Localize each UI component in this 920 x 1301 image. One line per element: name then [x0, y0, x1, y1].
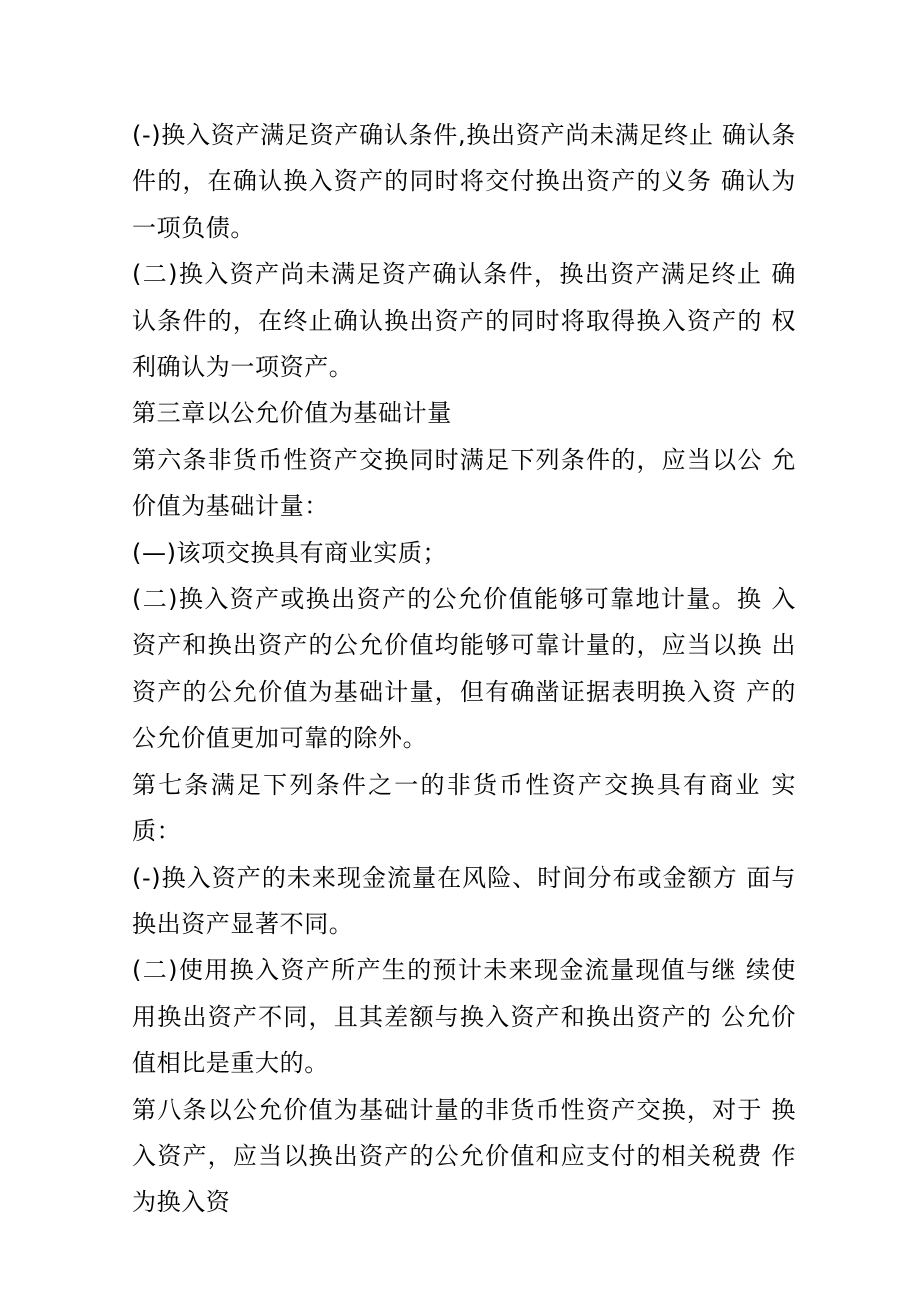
- document-body: [132, 112, 796, 1226]
- paragraph-clause-two: (二)换入资产尚未满足资产确认条件，换出资产满足终止 确认条件的，在终止确认换出资产的同时将取得换入资产的 权利确认为一项资产。: [132, 260, 796, 382]
- paragraph-article-six-item-one: (—)该项交换具有商业实质；: [132, 538, 448, 567]
- chapter-heading: 第三章以公允价值为基础计量: [132, 399, 452, 428]
- paragraph-article-six-item-two: (二)换入资产或换出资产的公允价值能够可靠地计量。换 入资产和换出资产的公允价值均能够可靠计量的，应当以换 出资产的公允价值为基础计量，但有确凿证据表明换入资 产的公允价值更加可靠的除外。: [132, 585, 796, 753]
- paragraph-article-eight: 第八条以公允价值为基础计量的非货币性资产交换，对于 换入资产，应当以换出资产的公允价值和应支付的相关税费 作为换入资: [132, 1095, 796, 1217]
- paragraph-article-six: 第六条非货币性资产交换同时满足下列条件的，应当以公 允价值为基础计量：: [132, 445, 796, 521]
- paragraph-article-seven-item-one: (-)换入资产的未来现金流量在风险、时间分布或金额方 面与换出资产显著不同。: [132, 863, 796, 938]
- paragraph-article-seven: 第七条满足下列条件之一的非货币性资产交换具有商业 实质：: [132, 770, 796, 846]
- paragraph-clause-one: (-)换入资产满足资产确认条件,换出资产尚未满足终止 确认条件的，在确认换入资产的同时将交付换出资产的义务 确认为一项负债。: [132, 121, 796, 242]
- paragraph-article-seven-item-two: (二)使用换入资产所产生的预计未来现金流量现值与继 续使用换出资产不同，且其差额与换入资产和换出资产的 公允价值相比是重大的。: [132, 956, 796, 1078]
